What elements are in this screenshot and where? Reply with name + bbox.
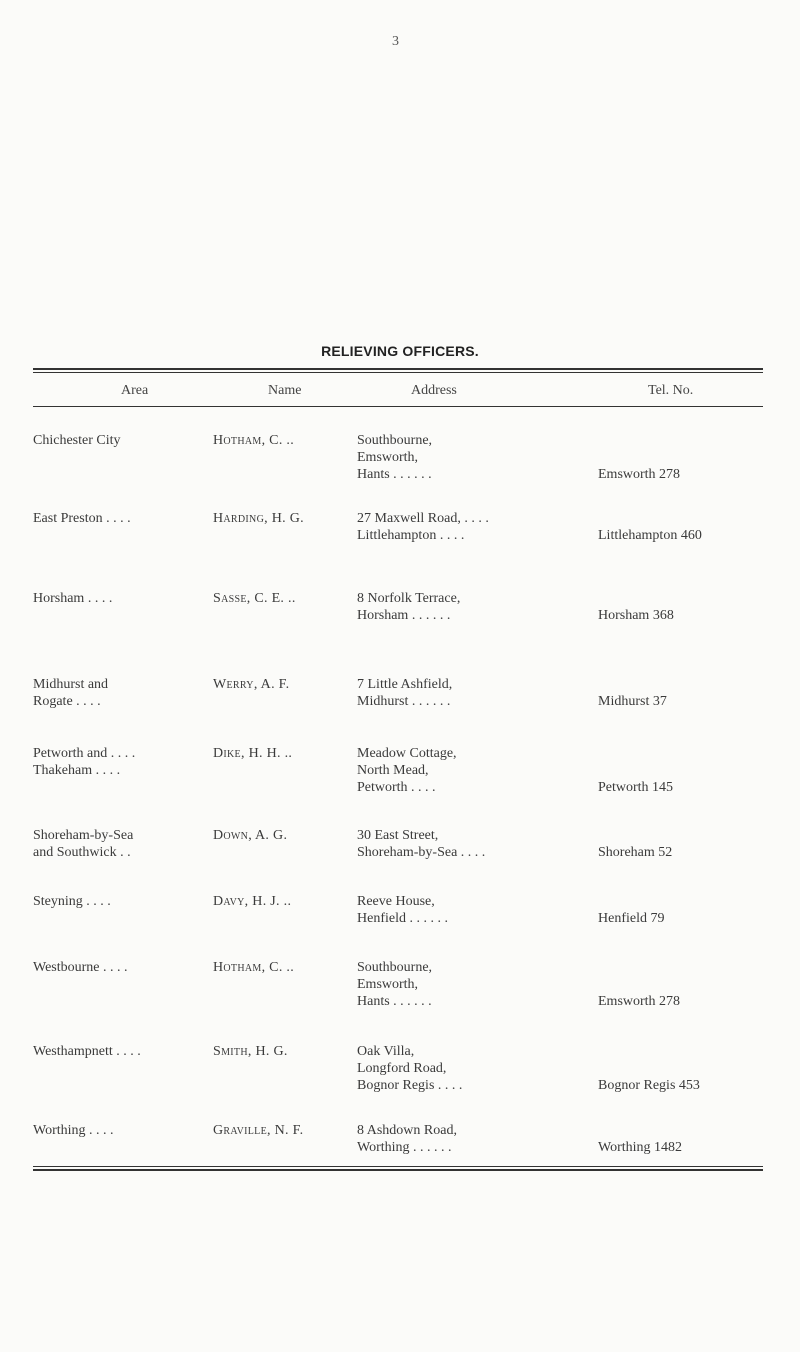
name-cell: Werry, A. F. xyxy=(213,677,290,692)
top-rule-thick xyxy=(33,368,763,370)
header-area: Area xyxy=(121,383,149,398)
address-cell: Littlehampton . . . . xyxy=(357,528,465,543)
name-cell: Down, A. G. xyxy=(213,828,288,843)
area-cell: Westhampnett . . . . xyxy=(33,1044,141,1059)
tel-cell: Midhurst 37 xyxy=(598,694,667,709)
name-cell: Smith, H. G. xyxy=(213,1044,288,1059)
address-cell: Midhurst . . . . . . xyxy=(357,694,451,709)
area-cell: Westbourne . . . . xyxy=(33,960,128,975)
name-cell: Dike, H. H. .. xyxy=(213,746,293,761)
address-cell: Meadow Cottage, xyxy=(357,746,457,761)
name-cell: Davy, H. J. .. xyxy=(213,894,292,909)
area-cell: Horsham . . . . xyxy=(33,591,113,606)
address-cell: Shoreham-by-Sea . . . . xyxy=(357,845,486,860)
header-name: Name xyxy=(268,383,302,398)
address-cell: North Mead, xyxy=(357,763,429,778)
tel-cell: Worthing 1482 xyxy=(598,1140,683,1155)
header-address: Address xyxy=(411,383,457,398)
tel-cell: Petworth 145 xyxy=(598,780,674,795)
area-cell: Worthing . . . . xyxy=(33,1123,114,1138)
address-cell: Hants . . . . . . xyxy=(357,467,432,482)
address-cell: Emsworth, xyxy=(357,450,419,465)
address-cell: Hants . . . . . . xyxy=(357,994,432,1009)
address-cell: Southbourne, xyxy=(357,960,433,975)
name-cell: Graville, N. F. xyxy=(213,1123,304,1138)
address-cell: Reeve House, xyxy=(357,894,435,909)
address-cell: Bognor Regis . . . . xyxy=(357,1078,463,1093)
name-cell: Hotham, C. .. xyxy=(213,433,295,448)
header-tel: Tel. No. xyxy=(648,383,694,398)
page-title: RELIEVING OFFICERS. xyxy=(321,343,479,359)
area-cell: Chichester City xyxy=(33,433,121,448)
address-cell: 7 Little Ashfield, xyxy=(357,677,453,692)
name-cell: Sasse, C. E. .. xyxy=(213,591,296,606)
area-cell: Rogate . . . . xyxy=(33,694,101,709)
address-cell: 8 Norfolk Terrace, xyxy=(357,591,461,606)
tel-cell: Emsworth 278 xyxy=(598,467,681,482)
name-cell: Harding, H. G. xyxy=(213,511,304,526)
area-cell: Petworth and . . . . xyxy=(33,746,136,761)
name-cell: Hotham, C. .. xyxy=(213,960,295,975)
area-cell: Shoreham-by-Sea xyxy=(33,828,134,843)
area-cell: and Southwick . . xyxy=(33,845,131,860)
area-cell: Midhurst and xyxy=(33,677,109,692)
address-cell: 27 Maxwell Road, . . . . xyxy=(357,511,489,526)
address-cell: Worthing . . . . . . xyxy=(357,1140,452,1155)
address-cell: 8 Ashdown Road, xyxy=(357,1123,457,1138)
tel-cell: Henfield 79 xyxy=(598,911,665,926)
address-cell: Longford Road, xyxy=(357,1061,447,1076)
header-rule xyxy=(33,406,763,407)
page-number: 3 xyxy=(392,34,399,49)
address-cell: Emsworth, xyxy=(357,977,419,992)
bottom-rule-thick xyxy=(33,1169,763,1171)
area-cell: Steyning . . . . xyxy=(33,894,111,909)
area-cell: Thakeham . . . . xyxy=(33,763,121,778)
bottom-rule-thin xyxy=(33,1166,763,1167)
area-cell: East Preston . . . . xyxy=(33,511,131,526)
address-cell: Henfield . . . . . . xyxy=(357,911,448,926)
tel-cell: Littlehampton 460 xyxy=(598,528,702,543)
tel-cell: Shoreham 52 xyxy=(598,845,673,860)
tel-cell: Horsham 368 xyxy=(598,608,674,623)
address-cell: Horsham . . . . . . xyxy=(357,608,451,623)
tel-cell: Bognor Regis 453 xyxy=(598,1078,700,1093)
tel-cell: Emsworth 278 xyxy=(598,994,681,1009)
top-rule-thin xyxy=(33,372,763,373)
address-cell: Southbourne, xyxy=(357,433,433,448)
address-cell: 30 East Street, xyxy=(357,828,439,843)
address-cell: Oak Villa, xyxy=(357,1044,415,1059)
address-cell: Petworth . . . . xyxy=(357,780,436,795)
